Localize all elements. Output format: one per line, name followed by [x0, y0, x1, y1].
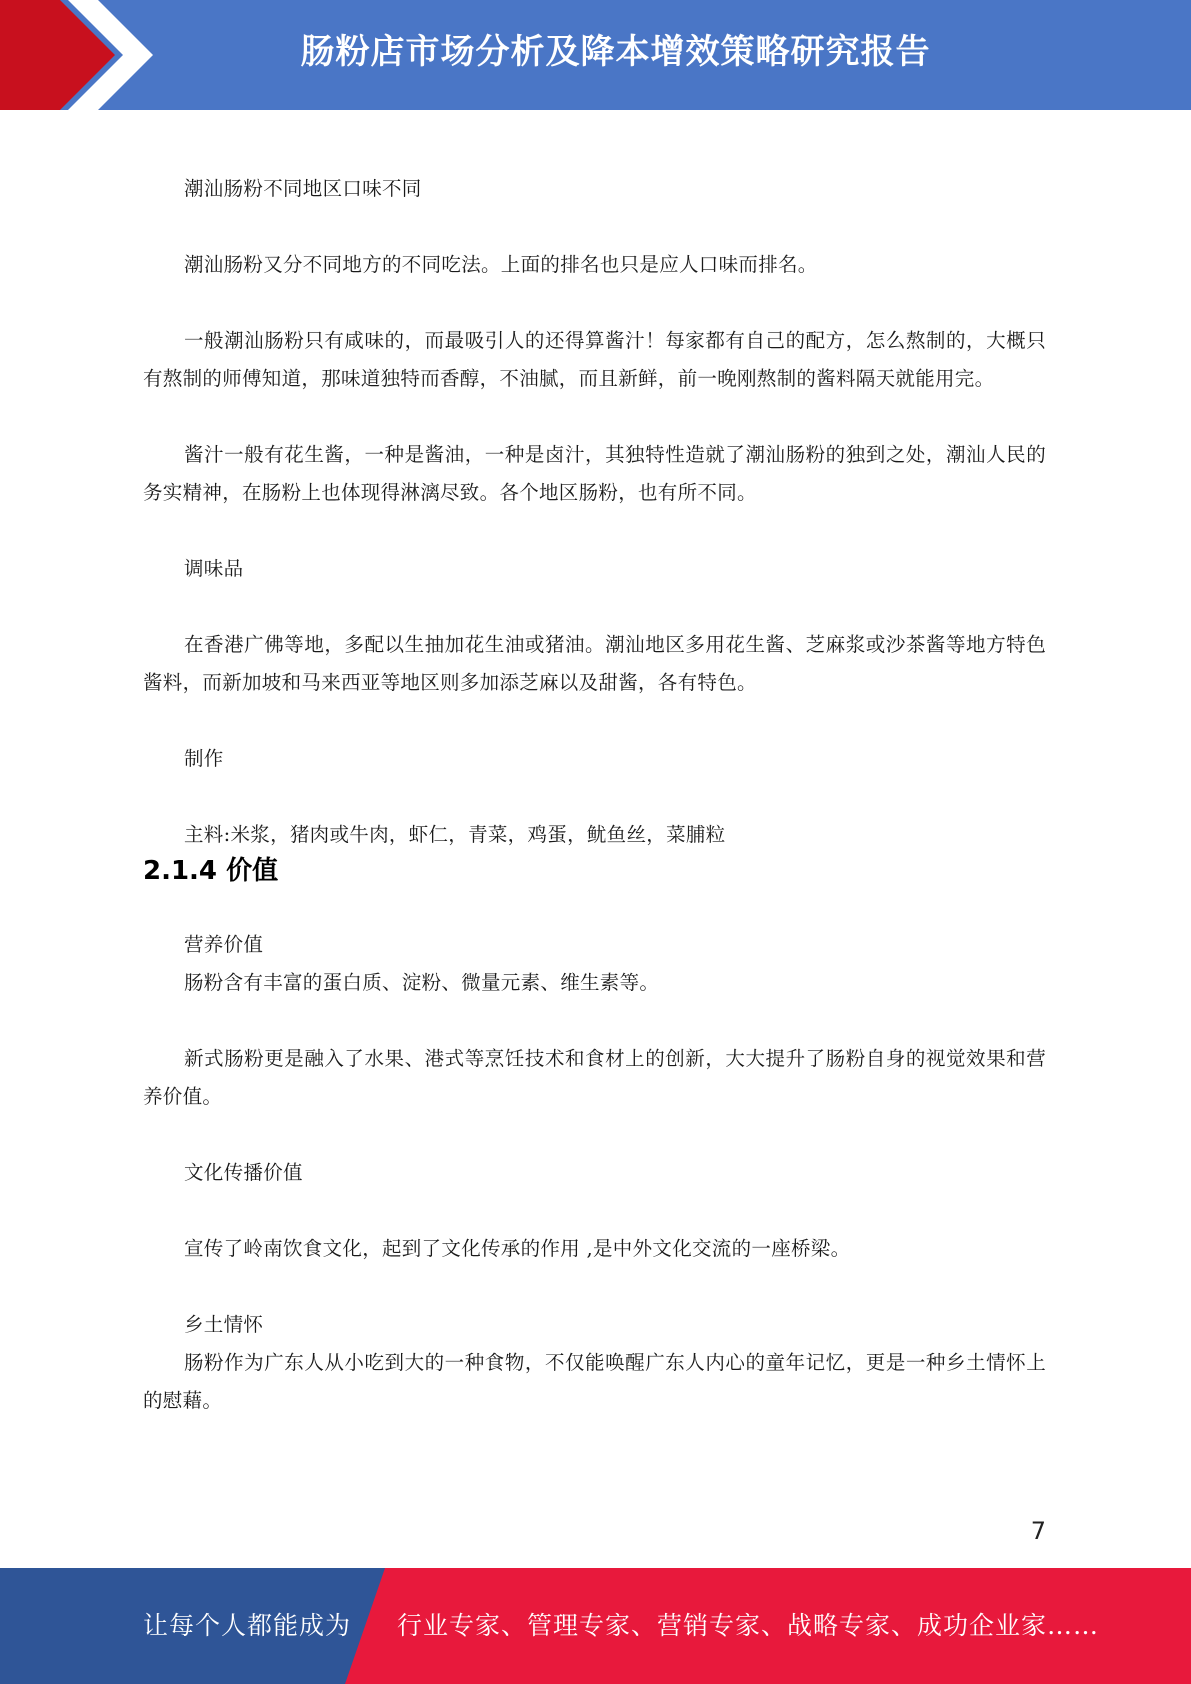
paragraph: 酱汁一般有花生酱，一种是酱油，一种是卤汁，其独特性造就了潮汕肠粉的独到之处，潮汕人民的务实精神，在肠粉上也体现得淋漓尽致。各个地区肠粉，也有所不同。 [143, 443, 1046, 504]
paragraph: 肠粉含有丰富的蛋白质、淀粉、微量元素、维生素等。 [184, 971, 660, 994]
page-number: 7 [1030, 1517, 1046, 1545]
paragraph: 潮汕肠粉又分不同地方的不同吃法。上面的排名也只是应人口味而排名。 [184, 253, 818, 276]
paragraph: 主料:米浆，猪肉或牛肉，虾仁，青菜，鸡蛋，鱿鱼丝，菜脯粒 [184, 823, 726, 846]
page-header [0, 0, 1191, 110]
paragraph: 新式肠粉更是融入了水果、港式等烹饪技术和食材上的创新，大大提升了肠粉自身的视觉效果和营养价值。 [143, 1047, 1046, 1108]
paragraph-subtitle-nutrition: 营养价值 [184, 933, 264, 956]
paragraph: 在香港广佛等地，多配以生抽加花生油或猪油。潮汕地区多用花生酱、芝麻浆或沙茶酱等地方特色酱料，而新加坡和马来西亚等地区则多加添芝麻以及甜酱，各有特色。 [143, 633, 1046, 694]
section-heading: 2.1.4 价值 [143, 856, 279, 886]
document-body [143, 170, 1046, 1420]
paragraph-subtitle-production: 制作 [184, 747, 224, 770]
paragraph-subtitle-seasoning: 调味品 [184, 557, 244, 580]
paragraph-subtitle-hometown: 乡土情怀 [184, 1313, 264, 1336]
page-footer [0, 1568, 1191, 1684]
report-title: 肠粉店市场分析及降本增效策略研究报告 [300, 32, 931, 72]
paragraph: 肠粉作为广东人从小吃到大的一种食物，不仅能唤醒广东人内心的童年记忆，更是一种乡土情怀上的慰藉。 [143, 1351, 1046, 1412]
paragraph-subtitle-culture: 文化传播价值 [184, 1161, 303, 1184]
footer-slogan-left: 让每个人都能成为 [143, 1611, 352, 1640]
paragraph: 一般潮汕肠粉只有咸味的，而最吸引人的还得算酱汁！每家都有自己的配方，怎么熬制的，大概只有熬制的师傅知道，那味道独特而香醇，不油腻，而且新鲜，前一晚刚熬制的酱料隔天就能用完。 [143, 329, 1046, 390]
paragraph-subtitle-regional-taste: 潮汕肠粉不同地区口味不同 [184, 177, 422, 200]
footer-slogan-right: 行业专家、管理专家、营销专家、战略专家、成功企业家…… [397, 1611, 1100, 1640]
paragraph: 宣传了岭南饮食文化，起到了文化传承的作用 ,是中外文化交流的一座桥梁。 [184, 1237, 851, 1260]
header-chevron-icon [0, 0, 160, 110]
